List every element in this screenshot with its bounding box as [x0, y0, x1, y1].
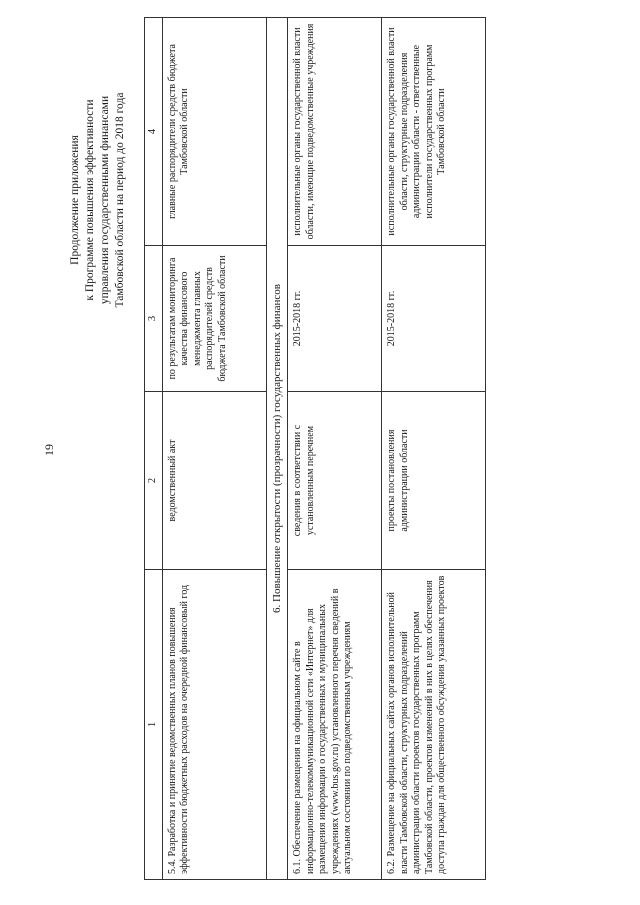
section-title: 6. Повышение открытости (прозрачности) государственных финансов	[266, 18, 288, 880]
header-line: к Программе повышения эффективности	[84, 99, 96, 301]
column-number-row	[145, 18, 163, 880]
result-form-cell: проекты постановления администрации области	[382, 392, 486, 570]
column-number: 1	[145, 570, 163, 880]
measure-cell: 5.4. Разработка и принятие ведомственных планов повышения эффективности бюджетных расходов на очередной финансовый год	[162, 570, 266, 880]
measures-table	[144, 17, 486, 880]
section-heading-row	[266, 18, 288, 880]
deadline-cell: 2015-2018 гг.	[382, 246, 486, 392]
column-number: 3	[145, 246, 163, 392]
responsible-cell: исполнительные органы государственной власти области, имеющие подведомственные учреждения	[288, 18, 382, 246]
result-form-cell: сведения в соответствии с установленным перечнем	[288, 392, 382, 570]
result-form-cell: ведомственный акт	[162, 392, 266, 570]
deadline-cell: по результатам мониторинга качества финансового менеджмента главных распорядителей средств бюджета Тамбовской области	[162, 246, 266, 392]
page-number: 19	[42, 444, 56, 456]
header-line: Продолжение приложения	[69, 135, 81, 265]
responsible-cell: исполнительные органы государственной власти области, структурные подразделения администрации области - ответственные исполнители государственных программ Тамбовской области	[382, 18, 486, 246]
table-row	[288, 18, 382, 880]
table-row	[382, 18, 486, 880]
header-line: Тамбовской области на период до 2018 года	[114, 92, 126, 308]
measure-cell: 6.1. Обеспечение размещения на официальном сайте в информационно-телекоммуникационной сети «Интернет» для размещения информации о государственных и муниципальных учреждениях (www.bus.gov.ru) установленного перечня сведений в актуальном состоянии по подведомственным учреждениям	[288, 570, 382, 880]
table-row	[162, 18, 266, 880]
measure-cell: 6.2. Размещение на официальных сайтах органов исполнительной власти Тамбовской области, структурных подразделений администрации области проектов государственных программ Тамбовской области, проектов изменений в них в целях обеспечения доступа граждан для общественного обсуждения указанных проектов	[382, 570, 486, 880]
deadline-cell: 2015-2018 гг.	[288, 246, 382, 392]
column-number: 2	[145, 392, 163, 570]
responsible-cell: главные распорядители средств бюджета Тамбовской области	[162, 18, 266, 246]
appendix-header	[68, 50, 128, 350]
column-number: 4	[145, 18, 163, 246]
rotated-document-page	[20, 10, 620, 890]
header-line: управления государственными финансами	[99, 95, 111, 305]
